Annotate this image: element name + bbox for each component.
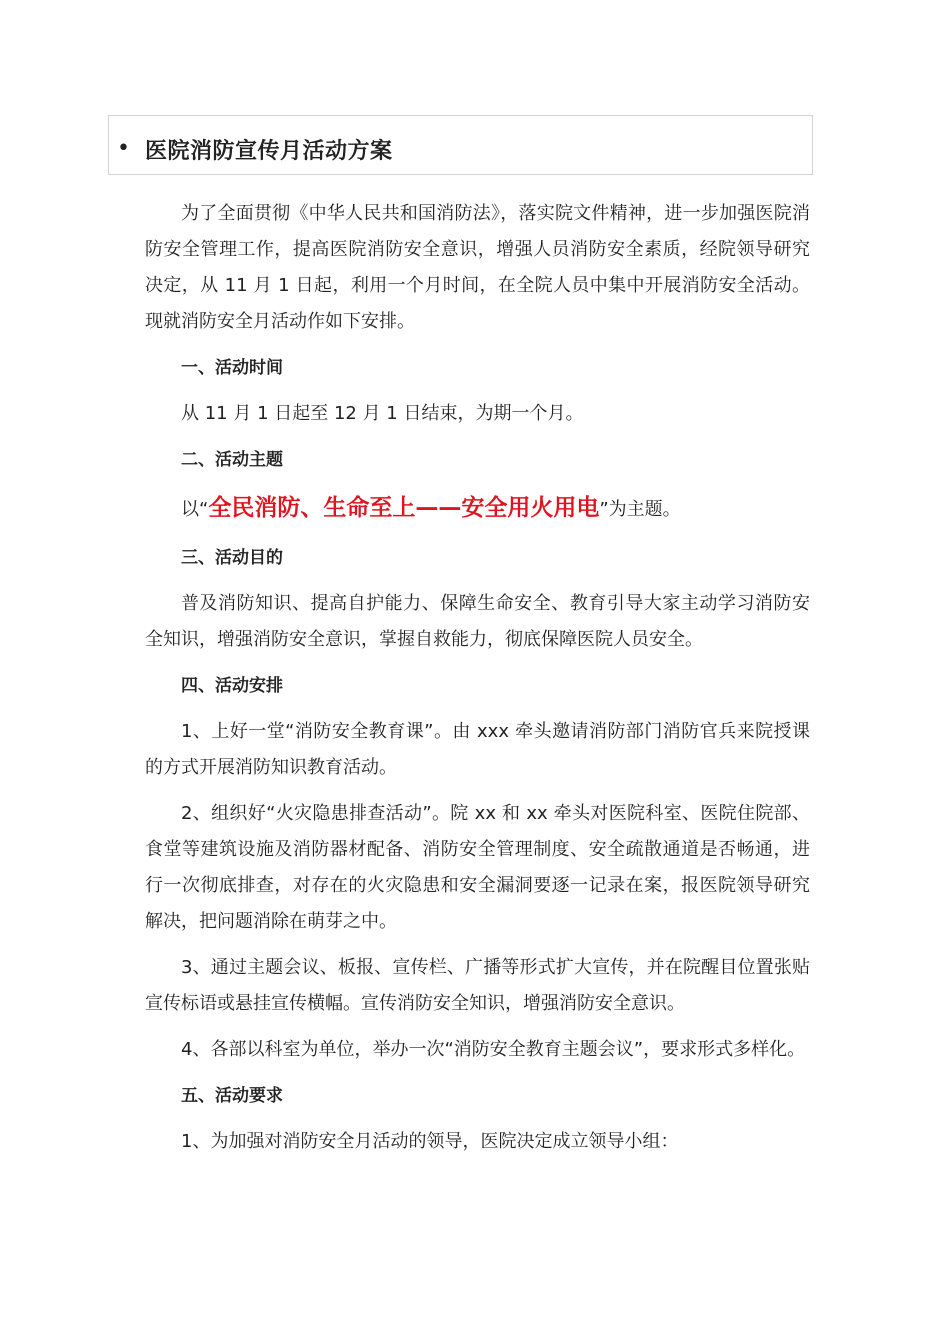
document-title-box: [108, 115, 813, 175]
arrangement-item: 4、各部以科室为单位，举办一次“消防安全教育主题会议”，要求形式多样化。: [181, 1039, 806, 1060]
intro-paragraph: 为了全面贯彻《中华人民共和国消防法》，落实院文件精神，进一步加强医院消防安全管理工作，提高医院消防安全意识，增强人员消防安全素质，经院领导研究决定，从 11 月 1 日起，利用一个月时间，在全院人员中集中开展消防安全活动。现就消防安全月活动作如下安排。: [145, 203, 810, 332]
purpose-paragraph: 普及消防知识、提高自护能力、保障生命安全、教育引导大家主动学习消防安全知识，增强消防安全意识，掌握自救能力，彻底保障医院人员安全。: [145, 593, 810, 650]
document-body: [145, 196, 810, 1160]
bullet-icon: •: [117, 136, 130, 161]
requirements-item: 1、为加强对消防安全月活动的领导，医院决定成立领导小组：: [181, 1131, 679, 1152]
section-heading-requirements: 五、活动要求: [181, 1086, 283, 1106]
theme-prefix: 以“: [181, 499, 209, 520]
section-heading-theme: 二、活动主题: [181, 450, 283, 470]
section-heading-time: 一、活动时间: [181, 358, 283, 378]
theme-paragraph: [145, 488, 810, 530]
arrangement-item: 2、组织好“火灾隐患排查活动”。院 xx 和 xx 牵头对医院科室、医院住院部、食堂等建筑设施及消防器材配备、消防安全管理制度、安全疏散通道是否畅通，进行一次彻底排查，对存在的火灾隐患和安全漏洞要逐一记录在案，报医院领导研究解决，把问题消除在萌芽之中。: [145, 803, 810, 932]
arrangement-item: 1、上好一堂“消防安全教育课”。由 xxx 牵头邀请消防部门消防官兵来院授课的方式开展消防知识教育活动。: [145, 721, 810, 778]
theme-suffix: ”为主题。: [599, 499, 681, 520]
arrangement-item: 3、通过主题会议、板报、宣传栏、广播等形式扩大宣传，并在院醒目位置张贴宣传标语或悬挂宣传横幅。宣传消防安全知识，增强消防安全意识。: [145, 957, 810, 1014]
time-paragraph: 从 11 月 1 日起至 12 月 1 日结束，为期一个月。: [181, 403, 584, 424]
section-heading-arrangement: 四、活动安排: [181, 676, 283, 696]
document-title: 医院消防宣传月活动方案: [145, 139, 393, 164]
theme-highlight: 全民消防、生命至上——安全用火用电: [208, 495, 600, 521]
section-heading-purpose: 三、活动目的: [181, 548, 283, 568]
